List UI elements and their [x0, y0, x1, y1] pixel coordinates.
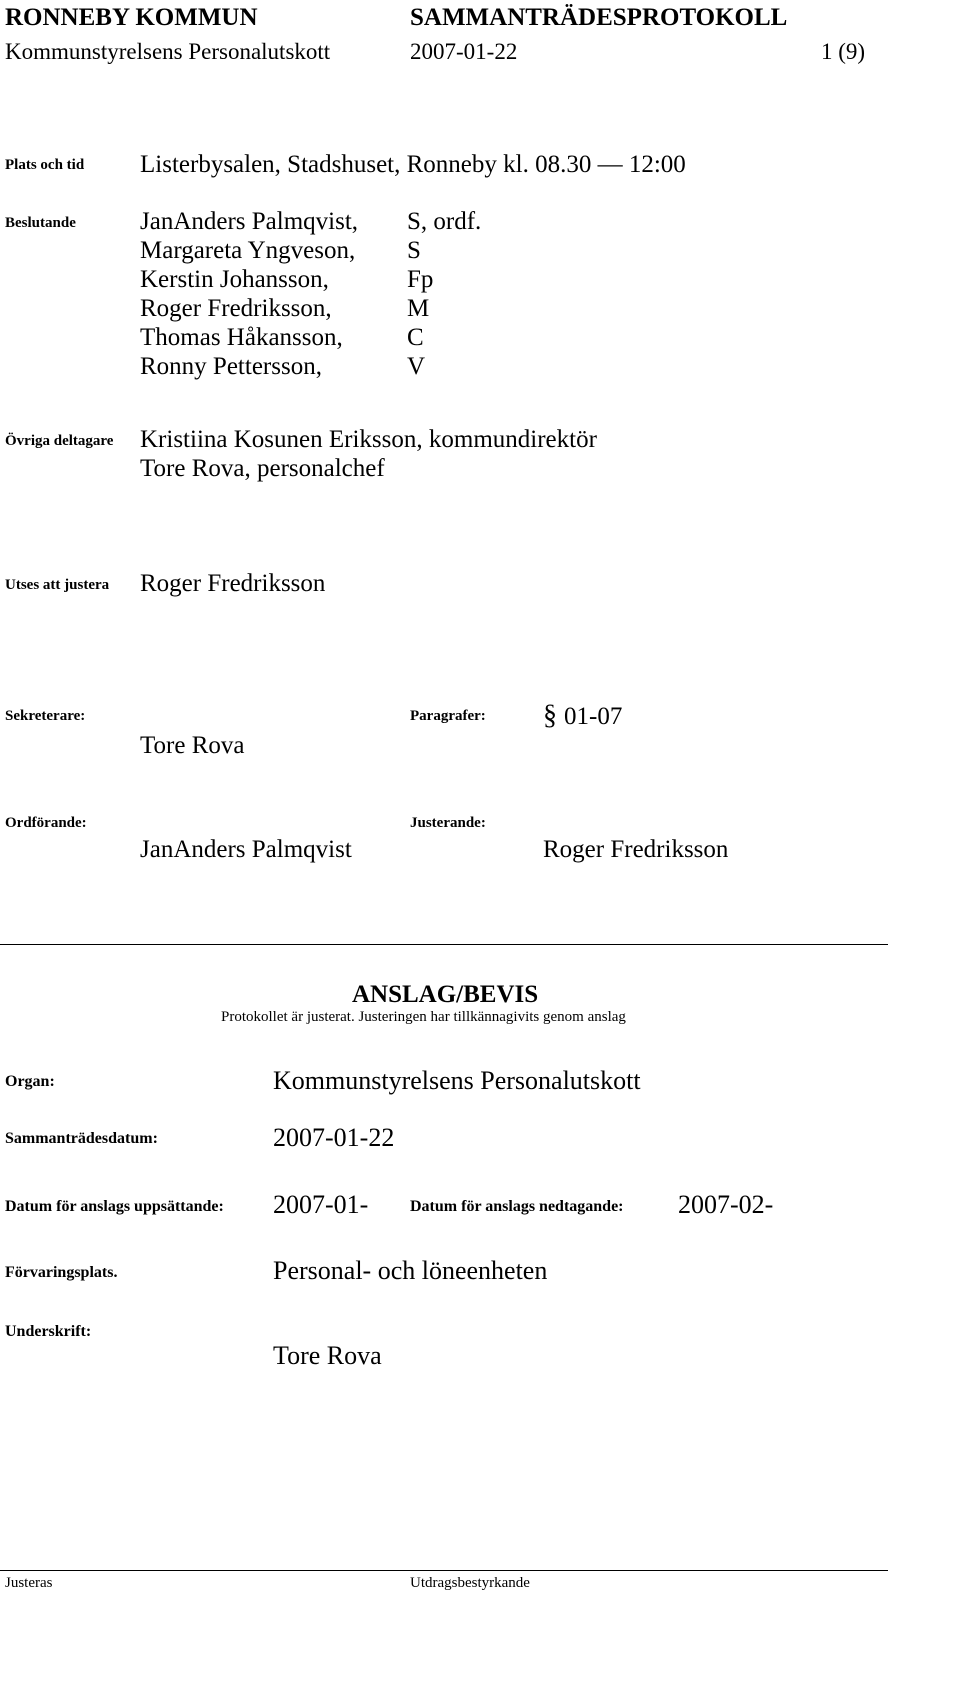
member-party: S, ordf.	[407, 208, 482, 235]
member-party: M	[407, 295, 430, 322]
other-participant: Kristiina Kosunen Eriksson, kommundirektör	[140, 426, 597, 453]
notice-subtitle: Protokollet är justerat. Justeringen har tillkännagivits genom anslag	[221, 1009, 626, 1025]
section-divider	[0, 944, 888, 945]
footer-divider	[0, 1570, 888, 1571]
document-date: 2007-01-22	[410, 39, 518, 64]
deciding-label: Beslutande	[5, 215, 76, 231]
member-name: Roger Fredriksson,	[140, 295, 332, 322]
posted-date-label: Datum för anslags uppsättande:	[5, 1198, 224, 1215]
storage-value: Personal- och löneenheten	[273, 1256, 548, 1285]
secretary-label: Sekreterare:	[5, 708, 86, 724]
place-label: Plats och tid	[5, 157, 85, 173]
posted-date-value: 2007-01-	[273, 1190, 369, 1219]
footer-right: Utdragsbestyrkande	[410, 1575, 530, 1591]
organ-label: Organ:	[5, 1073, 55, 1090]
place-value: Listerbysalen, Stadshuset, Ronneby kl. 08.30 — 12:00	[140, 151, 686, 178]
removed-date-label: Datum för anslags nedtagande:	[410, 1198, 624, 1215]
member-name: JanAnders Palmqvist,	[140, 208, 359, 235]
signature-value: Tore Rova	[273, 1341, 382, 1370]
member-name: Margareta Yngveson,	[140, 237, 356, 264]
paragraphs-value: 01-07	[564, 703, 623, 730]
member-party: S	[407, 237, 421, 264]
others-label: Övriga deltagare	[5, 433, 114, 449]
page-number: 1 (9)	[821, 39, 866, 64]
notice-title: ANSLAG/BEVIS	[352, 981, 539, 1008]
member-name: Ronny Pettersson,	[140, 353, 322, 380]
committee-name: Kommunstyrelsens Personalutskott	[5, 39, 331, 64]
adjuster-value: Roger Fredriksson	[140, 570, 326, 597]
footer-left: Justeras	[5, 1575, 53, 1591]
adjusting-label: Justerande:	[410, 815, 486, 831]
document-type: SAMMANTRÄDESPROTOKOLL	[410, 4, 788, 31]
member-name: Kerstin Johansson,	[140, 266, 329, 293]
meeting-date-value: 2007-01-22	[273, 1123, 395, 1152]
municipality-title: RONNEBY KOMMUN	[5, 4, 258, 31]
member-party: C	[407, 324, 424, 351]
member-party: Fp	[407, 266, 434, 293]
adjusting-name: Roger Fredriksson	[543, 836, 729, 863]
paragraph-sign: §	[543, 700, 557, 731]
secretary-name: Tore Rova	[140, 732, 245, 759]
organ-value: Kommunstyrelsens Personalutskott	[273, 1066, 641, 1095]
storage-label: Förvaringsplats.	[5, 1264, 118, 1281]
adjuster-label: Utses att justera	[5, 577, 110, 593]
member-name: Thomas Håkansson,	[140, 324, 343, 351]
other-participant: Tore Rova, personalchef	[140, 455, 385, 482]
signature-label: Underskrift:	[5, 1323, 92, 1340]
meeting-date-label: Sammanträdesdatum:	[5, 1130, 158, 1147]
chair-label: Ordförande:	[5, 815, 87, 831]
chair-name: JanAnders Palmqvist	[140, 836, 352, 863]
paragraphs-label: Paragrafer:	[410, 708, 486, 724]
removed-date-value: 2007-02-	[678, 1190, 774, 1219]
member-party: V	[407, 353, 426, 380]
